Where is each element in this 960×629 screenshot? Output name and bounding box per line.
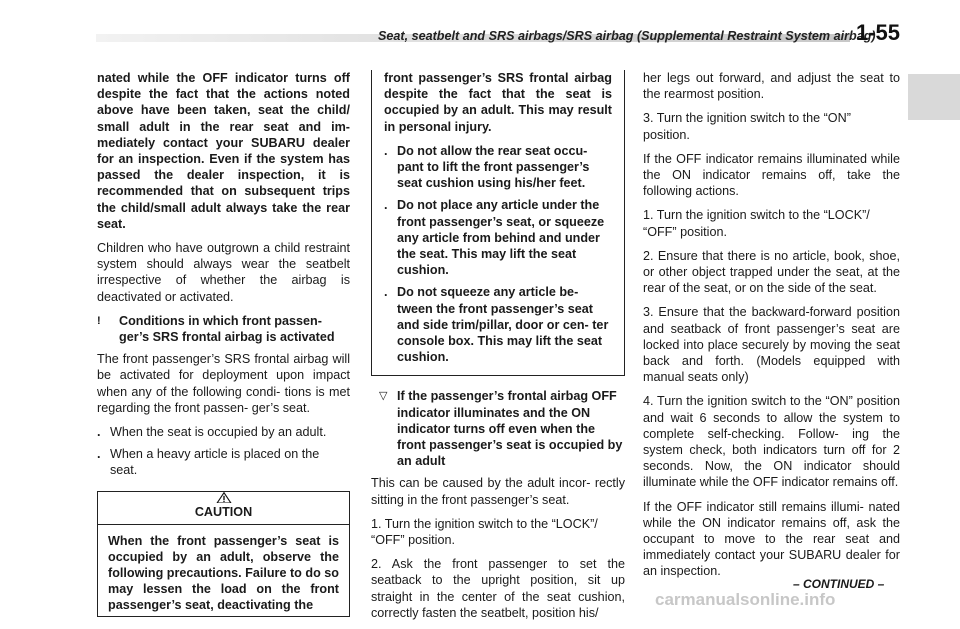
warning-triangle-icon bbox=[213, 492, 235, 504]
column-2 bbox=[371, 70, 625, 629]
continued-label: – CONTINUED – bbox=[793, 577, 885, 591]
paragraph-activated: The front passenger’s SRS frontal airbag will be activated for deployment upon impact when any of the following condi- tions is met regarding the front passen- ger’s seat. bbox=[97, 352, 350, 415]
bullet-marker: . bbox=[384, 143, 388, 158]
paragraph-continued: her legs out forward, and adjust the seat to the rearmost position. bbox=[643, 71, 900, 102]
list-item bbox=[97, 424, 350, 440]
action-3: 3. Ensure that the backward-forward position and seatback of front passenger’s seat are locked into place securely by moving the seat back and forth. (Models equipped with manual seats only) bbox=[643, 305, 900, 385]
step-3: 3. Turn the ignition switch to the “ON” position. bbox=[643, 111, 851, 142]
caution-continued-box bbox=[371, 70, 625, 376]
heading-marker-icon: ! bbox=[97, 314, 101, 327]
bullet-text: When the seat is occupied by an adult. bbox=[110, 425, 327, 440]
bullet-text: Do not allow the rear seat occu- pant to lift the front passenger’s seat cushion using his/her feet. bbox=[397, 143, 590, 191]
list-item bbox=[97, 446, 350, 478]
triangle-marker-icon: ▽ bbox=[379, 390, 388, 403]
subheading-text: If the passenger’s frontal airbag OFF indicator illuminates and the ON indicator turns off even when the front passenger’s seat is occupied by an adult bbox=[397, 389, 623, 469]
step-1: 1. Turn the ignition switch to the “LOCK”/ “OFF” position. bbox=[371, 516, 598, 548]
caution-list-item bbox=[384, 197, 612, 278]
action-4: 4. Turn the ignition switch to the “ON” position and wait 6 seconds to allow the system to complete self-checking. Follow- ing the system check, both indicators turn off for 2 seconds. Now, the ON indicator should illuminate while the OFF indicator remains off. bbox=[643, 394, 900, 490]
paragraph-cause: This can be caused by the adult incor- rectly sitting in the front passenger’s seat. bbox=[371, 476, 625, 507]
page-number: 1-55 bbox=[856, 20, 901, 45]
column-3 bbox=[643, 70, 900, 588]
caution-box bbox=[97, 491, 350, 617]
bullet-text: Do not squeeze any article be- tween the front passenger’s seat and side trim/pillar, door or cen- ter console box. This may lift the seat cushion. bbox=[397, 285, 609, 365]
paragraph-children: Children who have outgrown a child restraint system should always wear the seatbelt irrespective of whether the airbag is deactivated or activated. bbox=[97, 241, 350, 304]
section-heading bbox=[97, 313, 350, 345]
bullet-marker: . bbox=[384, 198, 388, 213]
caution-continued-text: front passenger’s SRS frontal airbag despite the fact that the seat is occupied by an adult. This may result in personal injury. bbox=[384, 71, 612, 134]
chapter-tab bbox=[908, 74, 960, 120]
heading-text: Conditions in which front passen- ger’s SRS frontal airbag is activated bbox=[119, 313, 335, 345]
bullet-marker: . bbox=[97, 447, 101, 462]
subsection-heading bbox=[371, 388, 625, 469]
caution-header bbox=[98, 492, 349, 525]
caution-text: When the front passenger’s seat is occupied by an adult, observe the following precautions. Failure to do so may lessen the load on the front passenger’s seat, deactivating the bbox=[108, 533, 339, 613]
column-1 bbox=[97, 70, 350, 617]
paragraph-continued: nated while the OFF indicator turns off despite the fact that the actions noted above have been taken, seat the child/ small adult in the rear seat and im- mediately contact your SUBARU dealer for an inspection. Even if the system has passed the dealer inspection, it is recommended that on subsequent trips the child/small adult always take the rear seat. bbox=[97, 71, 350, 231]
paragraph-still: If the OFF indicator still remains illumi- nated while the ON indicator remains off, ask the occupant to move to the rear seat and immediately contact your SUBARU dealer for an inspection. bbox=[643, 499, 900, 579]
bullet-text: Do not place any article under the front passenger’s seat, or squeeze any article from behind and under the seat. This may lift the seat cushion. bbox=[397, 198, 605, 278]
caution-list-item bbox=[384, 143, 612, 192]
watermark: carmanualsonline.info bbox=[655, 590, 836, 609]
action-2: 2. Ensure that there is no article, book, shoe, or other object trapped under the seat, at the rear of the seat, or on the side of the seat. bbox=[643, 248, 900, 296]
caution-title: CAUTION bbox=[194, 505, 253, 520]
bullet-text: When a heavy article is placed on the seat. bbox=[110, 447, 320, 478]
step-2: 2. Ask the front passenger to set the seatback to the upright position, sit up straight in the center of the seat cushion, correctly fasten the seatbelt, position his/ bbox=[371, 557, 625, 620]
action-1: 1. Turn the ignition switch to the “LOCK”/ “OFF” position. bbox=[643, 208, 870, 239]
paragraph-if: If the OFF indicator remains illuminated while the ON indicator remains off, take the following actions. bbox=[643, 151, 900, 199]
bullet-marker: . bbox=[97, 425, 101, 440]
section-title: Seat, seatbelt and SRS airbags/SRS airbag (Supplemental Restraint System airbag) bbox=[378, 29, 876, 43]
caution-list-item bbox=[384, 284, 612, 365]
bullet-marker: . bbox=[384, 285, 388, 300]
